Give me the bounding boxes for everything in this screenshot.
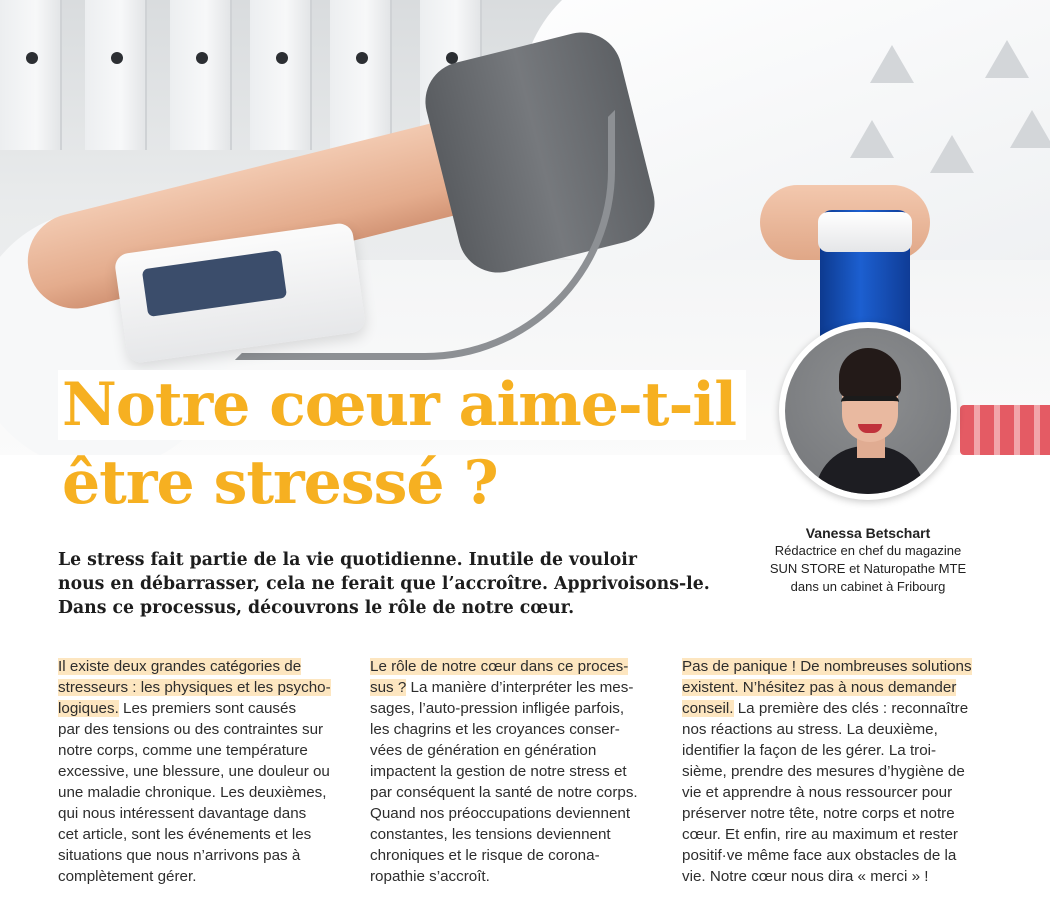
author-role-line: dans un cabinet à Fribourg <box>790 579 946 594</box>
lead-line: Dans ce processus, découvrons le rôle de notre cœur. <box>58 598 575 618</box>
body-line: ropathie s’accroît. <box>370 868 490 885</box>
body-line: cet article, sont les événements et les <box>58 826 312 843</box>
highlighted-text: Il existe deux grandes catégories de <box>58 658 302 675</box>
body-column-1 <box>58 656 358 887</box>
article-title-line-1: Notre cœur aime-t-il <box>58 370 746 440</box>
body-line: cœur. Et enfin, rire au maximum et rester <box>682 826 958 843</box>
body-line: les chagrins et les croyances conser- <box>370 721 620 738</box>
highlighted-text: Pas de panique ! De nombreuses solutions <box>682 658 972 675</box>
body-line: positif·ve même face aux obstacles de la <box>682 847 957 864</box>
body-line: chroniques et le risque de corona- <box>370 847 600 864</box>
body-text: Les premiers sont causés <box>118 700 297 717</box>
lead-paragraph <box>58 548 738 620</box>
body-line: complètement gérer. <box>58 868 197 885</box>
body-column-3 <box>682 656 982 887</box>
highlighted-text: sus ? <box>370 679 407 696</box>
body-line: impactent la gestion de notre stress et <box>370 763 627 780</box>
body-line: qui nous intéressent davantage dans <box>58 805 307 822</box>
author-role-line: SUN STORE et Naturopathe MTE <box>769 561 967 576</box>
body-line: vie. Notre cœur nous dira « merci » ! <box>682 868 929 885</box>
article-title-line-2: être stressé ? <box>62 448 498 518</box>
body-line: identifier la façon de les gérer. La troi- <box>682 742 937 759</box>
lead-line: Le stress fait partie de la vie quotidienne. Inutile de vouloir <box>58 550 637 570</box>
body-line: vie et apprendre à nous ressourcer pour <box>682 784 953 801</box>
author-role-line: Rédactrice en chef du magazine <box>774 543 962 558</box>
author-portrait <box>779 322 957 500</box>
body-text: La première des clés : reconnaître <box>733 700 969 717</box>
highlighted-text: existent. N’hésitez pas à nous demander <box>682 679 957 696</box>
body-line: situations que nous n’arrivons pas à <box>58 847 301 864</box>
highlighted-text: Le rôle de notre cœur dans ce proces- <box>370 658 629 675</box>
body-line: nos réactions au stress. La deuxième, <box>682 721 938 738</box>
body-line: une maladie chronique. Les deuxièmes, <box>58 784 327 801</box>
body-line: excessive, une blessure, une douleur ou <box>58 763 330 780</box>
body-line: par conséquent la santé de notre corps. <box>370 784 638 801</box>
body-line: sième, prendre des mesures d’hygiène de <box>682 763 965 780</box>
body-line: Quand nos préoccupations deviennent <box>370 805 631 822</box>
highlighted-text: stresseurs : les physiques et les psycho- <box>58 679 331 696</box>
body-line: par des tensions ou des contraintes sur <box>58 721 324 738</box>
body-text: La manière d’interpréter les mes- <box>406 679 634 696</box>
author-block <box>748 524 988 596</box>
body-line: préserver notre tête, notre corps et notre <box>682 805 955 822</box>
body-line: vées de génération en génération <box>370 742 597 759</box>
body-line: notre corps, comme une température <box>58 742 308 759</box>
highlighted-text: logiques. <box>58 700 119 717</box>
highlighted-text: conseil. <box>682 700 734 717</box>
body-line: sages, l’auto-pression infligée parfois, <box>370 700 625 717</box>
body-column-2 <box>370 656 670 887</box>
body-line: constantes, les tensions deviennent <box>370 826 611 843</box>
author-name: Vanessa Betschart <box>805 525 931 541</box>
lead-line: nous en débarrasser, cela ne ferait que l’accroître. Apprivoisons-le. <box>58 574 710 594</box>
